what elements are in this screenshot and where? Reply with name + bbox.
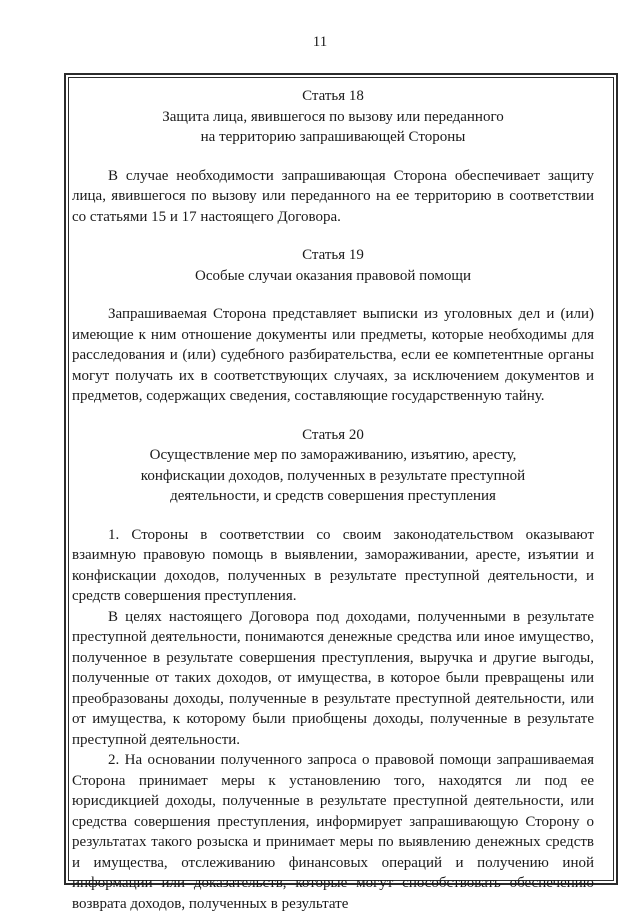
article-heading-line: конфискации доходов, полученных в результате преступной <box>72 466 594 487</box>
article-heading-line: Защита лица, явившегося по вызову или переданного <box>72 107 594 128</box>
page-number: 11 <box>0 34 640 51</box>
article-paragraph: 2. На основании полученного запроса о правовой помощи запрашиваемая Сторона принимает меры к установлению того, находятся ли под ее юрисдикцией доходы, полученные в результате преступной деятельности, или средства совершения преступления, информирует запрашивающую Сторону о результатах такого розыска и принимает меры по выявлению денежных средств и имущества, отслеживанию финансовых операций и получению иной информации или доказательств, которые могут способствовать обеспечению возврата доходов, полученных в результате <box>72 750 594 914</box>
article-title: Статья 18 <box>72 86 594 107</box>
article-heading-line: Осуществление мер по замораживанию, изъятию, аресту, <box>72 445 594 466</box>
document-body <box>72 86 594 914</box>
article-heading <box>72 445 594 507</box>
article-title: Статья 19 <box>72 245 594 266</box>
article-paragraph: В целях настоящего Договора под доходами, полученными в результате преступной деятельности, понимаются денежные средства или иное имущество, полученное в результате совершения преступления, выручка и другие выгоды, полученные от таких доходов, от имущества, в которое были превращены или преобразованы доходы, полученные в результате преступной деятельности, или от имущества, к которому были приобщены доходы, полученные в результате преступной деятельности. <box>72 607 594 751</box>
article-heading-line: на территорию запрашивающей Стороны <box>72 127 594 148</box>
article-paragraph: Запрашиваемая Сторона представляет выписки из уголовных дел и (или) имеющие к ним отношение документы или предметы, которые необходимы для расследования и (или) судебного разбирательства, если ее компетентные органы могут получать их в соответствующих случаях, за исключением документов и предметов, содержащих сведения, составляющие государственную тайну. <box>72 304 594 407</box>
article-19 <box>72 245 594 407</box>
article-paragraph: В случае необходимости запрашивающая Сторона обеспечивает защиту лица, явившегося по вызову или переданного на ее территорию в соответствии со статьями 15 и 17 настоящего Договора. <box>72 166 594 228</box>
article-title: Статья 20 <box>72 425 594 446</box>
article-20 <box>72 425 594 914</box>
article-paragraph: 1. Стороны в соответствии со своим законодательством оказывают взаимную правовую помощь в выявлении, замораживании, аресте, изъятии и конфискации доходов, полученных в результате преступной деятельности, и средств совершения преступления. <box>72 525 594 607</box>
article-heading-line: деятельности, и средств совершения преступления <box>72 486 594 507</box>
article-heading <box>72 107 594 148</box>
article-heading-line: Особые случаи оказания правовой помощи <box>72 266 594 287</box>
article-heading <box>72 266 594 287</box>
article-18 <box>72 86 594 227</box>
